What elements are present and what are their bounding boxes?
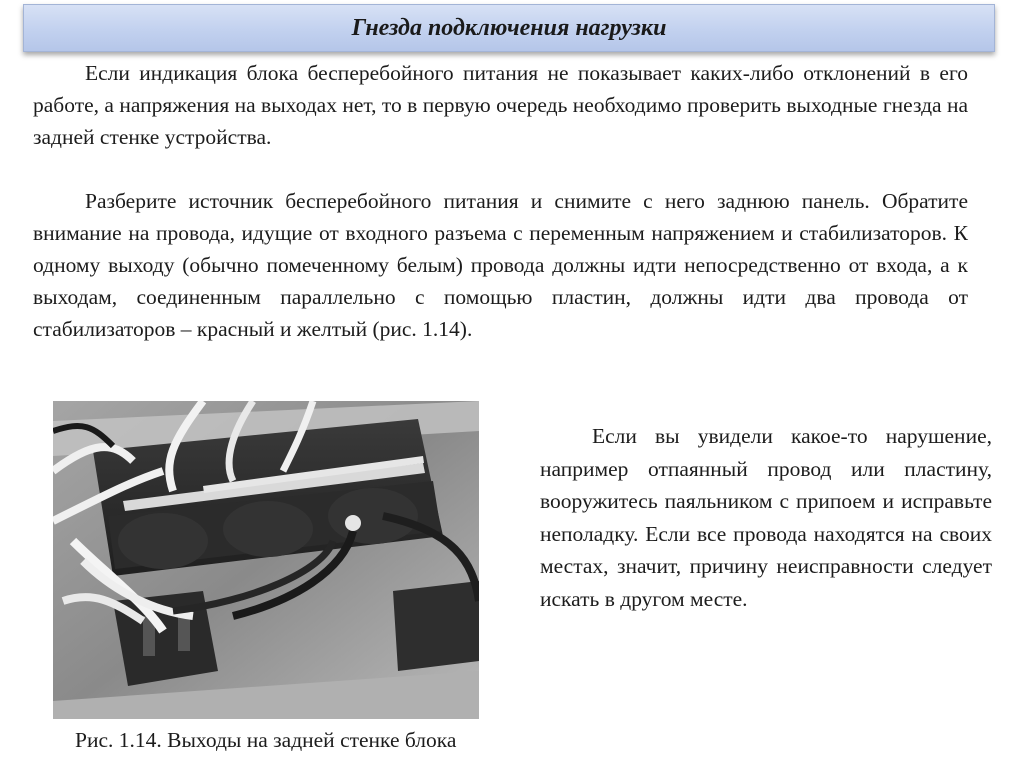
paragraph-2: Разберите источник бесперебойного питания и снимите с него заднюю панель. Обратите внимание на провода, идущие от входного разъема с переменным напряжением и стабилизаторов. К одному выходу (обычно помеченному белым) провода должны идти непосредственно от входа, а к выходам, соединенным параллельно с помощью пластин, должны идти два провода от стабилизаторов – красный и желтый (рис. 1.14). (33, 189, 968, 341)
figure-photo-ups-outlets (53, 401, 479, 719)
side-paragraph: Если вы увидели какое-то нарушение, например отпаянный провод или пластину, вооружитесь паяльником с припоем и исправьте неполадку. Если все провода находятся на своих местах, значит, причину неисправности следует искать в другом месте. (540, 424, 992, 611)
paragraph-2-block (33, 185, 968, 345)
slide-title: Гнезда подключения нагрузки (351, 14, 667, 41)
paragraph-1: Если индикация блока бесперебойного питания не показывает каких-либо отклонений в его работе, а напряжения на выходах нет, то в первую очередь необходимо проверить выходные гнезда на задней стенке устройства. (33, 61, 968, 149)
figure-caption: Рис. 1.14. Выходы на задней стенке блока (75, 728, 457, 752)
title-bar (23, 4, 995, 52)
paragraph-1-block (33, 57, 968, 153)
